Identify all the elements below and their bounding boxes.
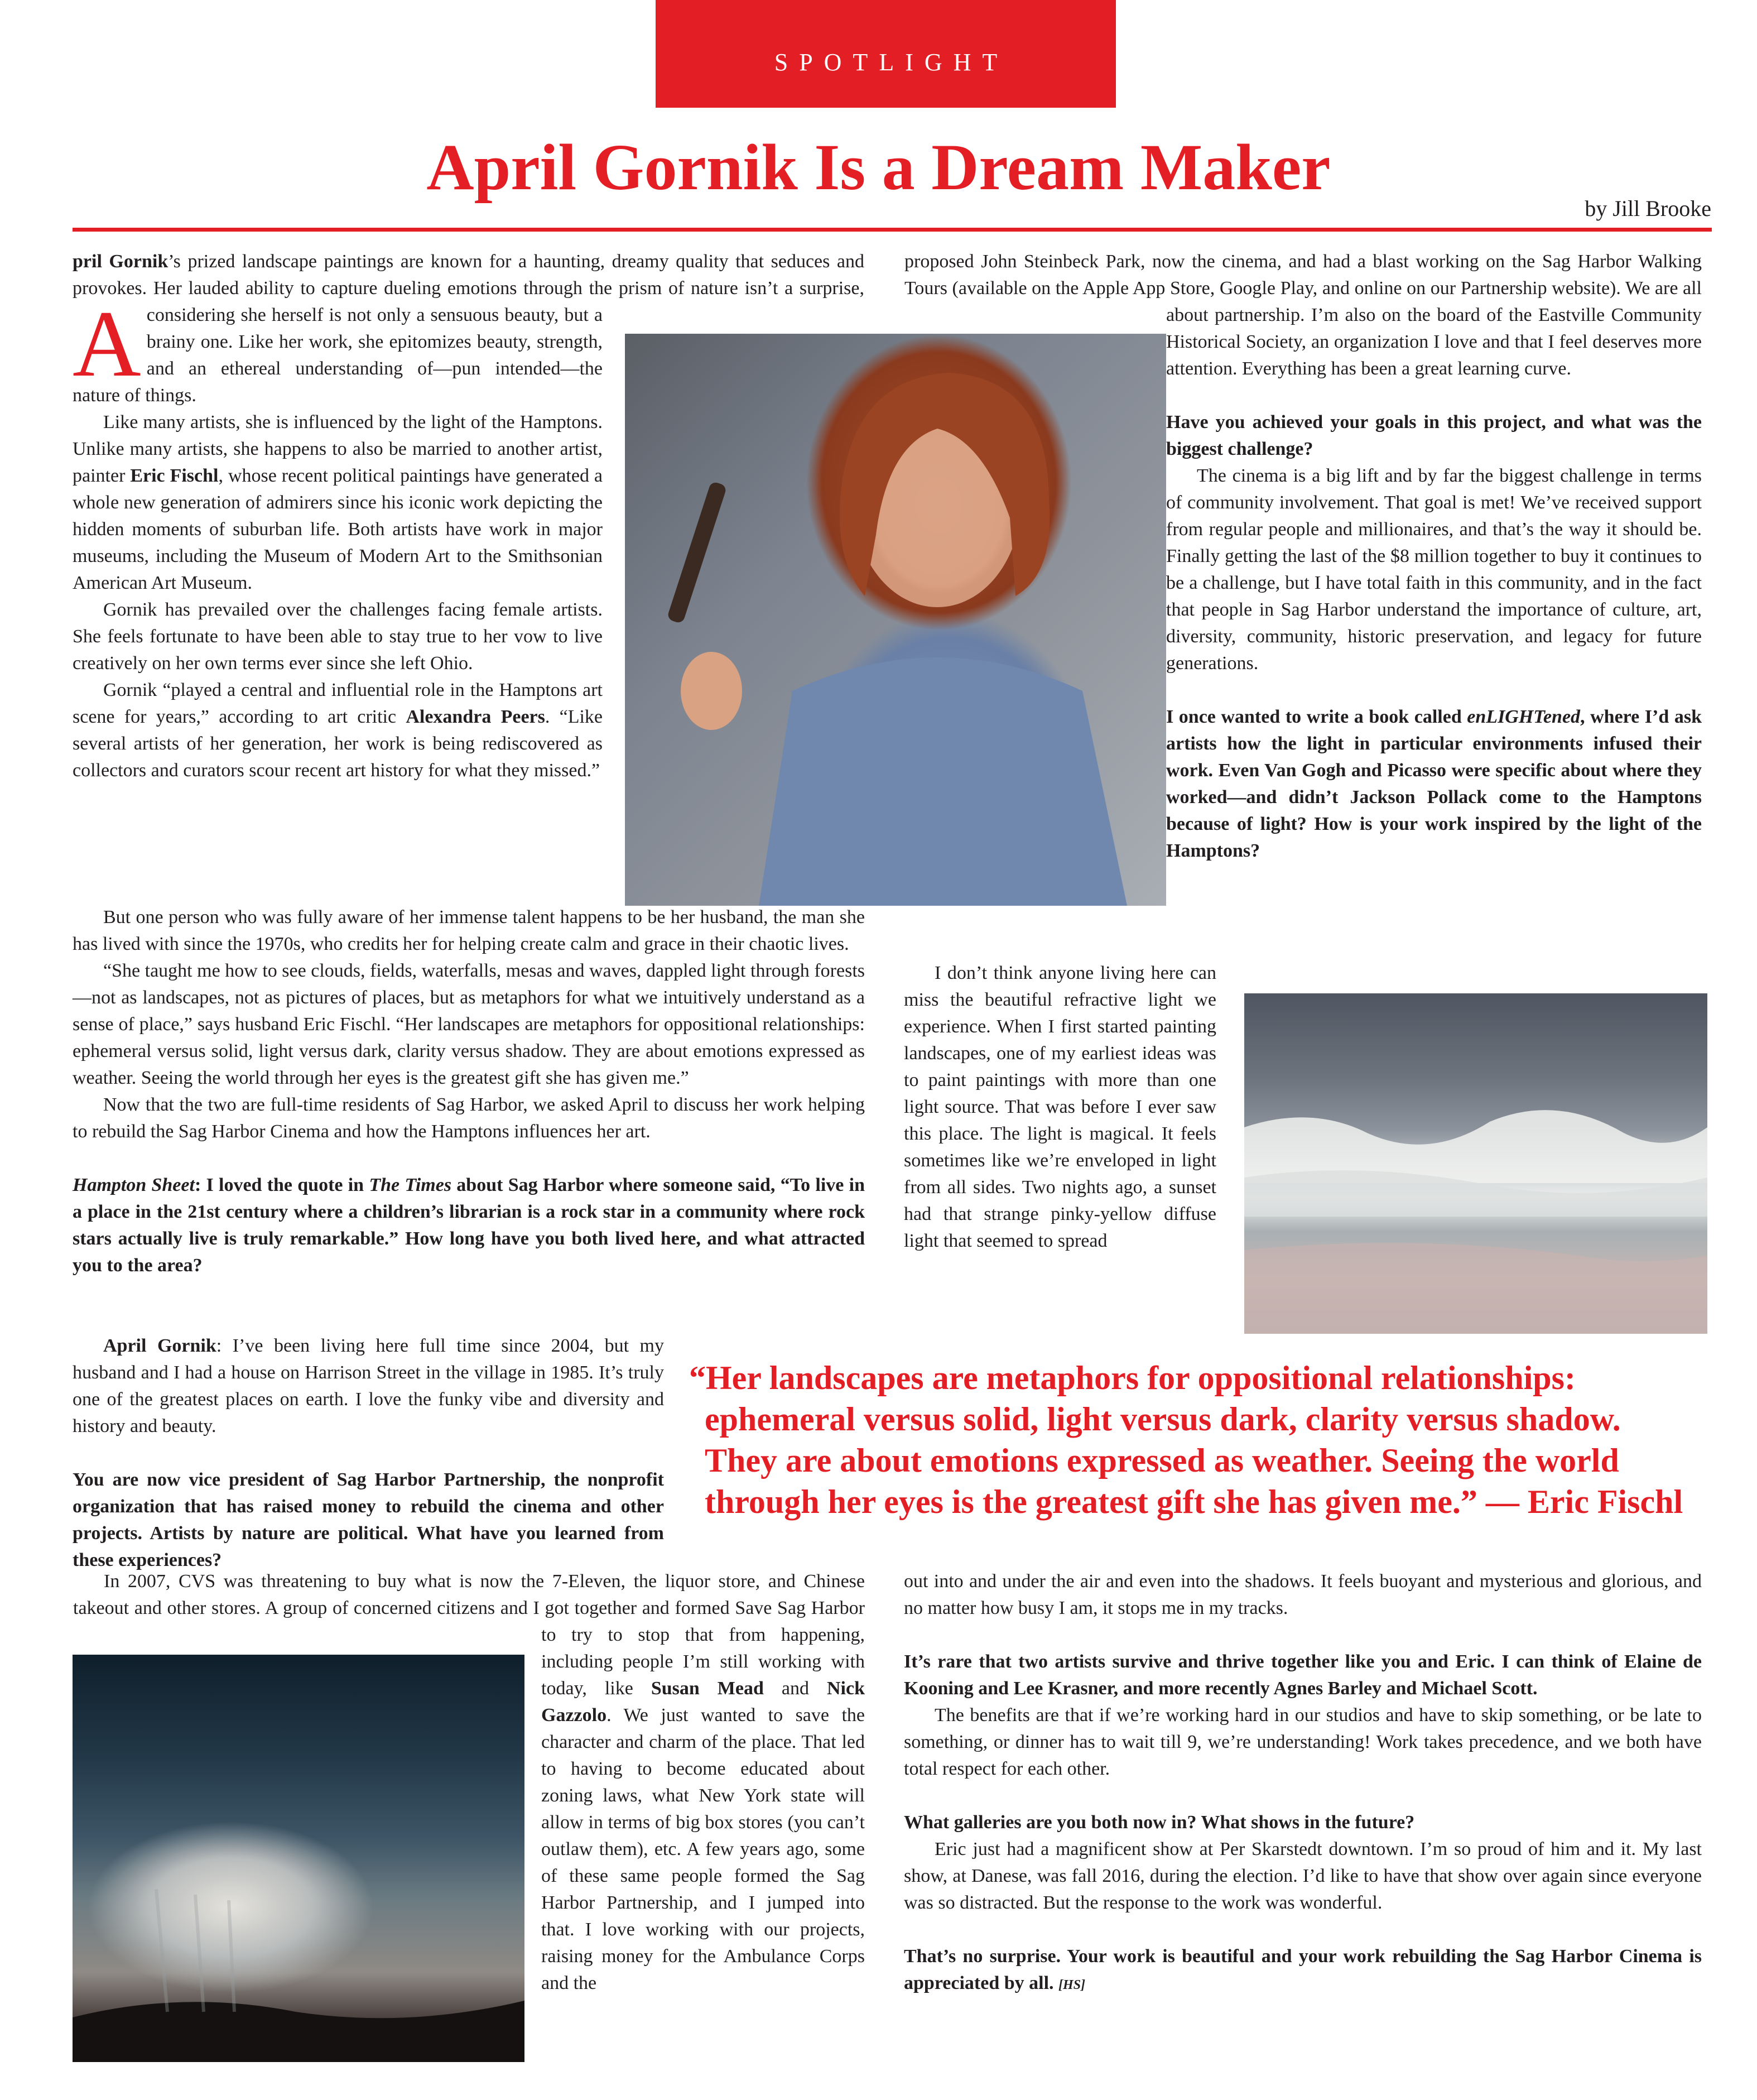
person-name: Eric Fischl [130,465,219,486]
answer: The benefits are that if we’re working hard in our studios and have to skip something, or be late to something, or dinner has to wait till 9, we’re understanding! Work takes precedence, and we both have total respect for each other. [904,1705,1702,1779]
question: Have you achieved your goals in this project, and what was the biggest challenge? [1166,412,1702,459]
waves-icon [1244,993,1707,1334]
paragraph: out into and under the air and even into the shadows. It feels buoyant and mysterious and glorious, and no matter how busy I am, it stops me in my tracks. [904,1571,1702,1618]
answer: The cinema is a big lift and by far the biggest challenge in terms of community involvement. That goal is met! We’ve received support from regular people and millionaires, and that’s the way it should be. Finally getting the last of the $8 million together to buy it continues to be a challenge, but I have total faith in this community, and in the fact that people in Sag Harbor understand the importance of culture, art, diversity, community, historic preservation, and legacy for future generations. [1166,465,1702,674]
answer: I don’t think anyone living here can miss the beautiful refractive light we experience. When I first started painting landscapes, one of my earliest ideas was to paint paintings with more than one light source. That was before I ever saw this place. The light is magical. It feels sometimes like we’re enveloped in light from all sides. Two nights ago, a sunset had that strange pinky-yellow diffuse light that seemed to spread [904,963,1216,1251]
right-column-answer [904,960,1216,1255]
byline: by Jill Brooke [1585,196,1711,221]
subject-name: pril Gornik [73,251,169,272]
wrap-spacer [864,248,865,304]
publication-name: The Times [369,1175,452,1195]
left-column [73,248,865,879]
question-text: That’s no surprise. Your work is beautiful and your work rebuilding the Sag Harbor Cinema is appreciated by all. [904,1946,1702,1993]
paragraph: proposed John Steinbeck Park, now the cinema, and had a blast working on the Sag Harbor Walking Tours (available on the Apple App Store, Google Play, and online on our Partnership website). We are all about partnership. I’m also on the board of the Eastville Community Historical Society, an organization I love and that I feel deserves more attention. Everything has been a great learning curve. [904,251,1702,379]
section-label: SPOTLIGHT [774,49,1009,76]
question: You are now vice president of Sag Harbor Partnership, the nonprofit organization that has raised money to rebuild the cinema and other projects. Artists by nature are political. What have you learned from these experiences? [73,1469,664,1570]
question [904,1943,1702,1998]
person-name: April Gornik [103,1335,216,1356]
paragraph-text: ’s prized landscape paintings are known for a haunting, dreamy quality that seduces and provokes. Her lauded ability to capture dueling emotions through the prism of nature isn’t a surprise, considering she herself is not only a sensuous beauty, but a brainy one. Like her work, she epitomizes beauty, strength, and an ethereal understanding of—pun intended—the nature of things. [73,251,864,406]
left-column-answer [73,1333,664,1574]
answer [73,1333,664,1440]
seascape-painting [1244,993,1707,1334]
question-text: , where I’d ask artists how the light in particular environments infused their work. Even Van Gogh and Picasso were specific about where they worked—and didn’t Jackson Pollack come to the Hamptons because of light? How is your work inspired by the light of the Hamptons? [1166,707,1702,861]
paragraph-text: Like many artists, she is influenced by the light of the Hamptons. Unlike many artists, she happens to also be married to another artist, painter [73,412,603,486]
paragraph: Now that the two are full-time residents of Sag Harbor, we asked April to discuss her work helping to rebuild the Sag Harbor Cinema and how the Hamptons influences her art. [73,1094,865,1142]
pull-quote-line: “Her landscapes are metaphors for oppositional relationships: [689,1359,1576,1396]
wrap-spacer [73,1622,541,2046]
pull-quote-line: ephemeral versus solid, light versus dark, clarity versus shadow. [705,1401,1621,1438]
paragraph: Gornik has prevailed over the challenges facing female artists. She feels fortunate to have been able to stay true to her vow to live creatively on her own terms ever since she left Ohio. [73,599,603,674]
paragraph-text: Gornik “played a central and influential role in the Hamptons art scene for years,” according to art critic [73,680,603,727]
question [73,1172,865,1279]
lower-left-column [73,1568,865,2046]
question: What galleries are you both now in? What shows in the future? [904,1812,1415,1833]
question: It’s rare that two artists survive and thrive together like you and Eric. I can think of Elaine de Kooning and Lee Krasner, and more recently Agnes Barley and Michael Scott. [904,1651,1702,1699]
left-column-middle [73,904,865,1279]
wrap-spacer [904,304,1166,879]
person-name: Nick Gazzolo [541,1678,865,1726]
lower-right-column [904,1568,1702,1998]
paragraph: But one person who was fully aware of her immense talent happens to be her husband, the man she has lived with since the 1970s, who credits her for helping create calm and grace in their chaotic lives. [73,907,865,954]
pull-quote-line: through her eyes is the greatest gift she has given me.” — Eric Fischl [705,1483,1683,1520]
person-name: Alexandra Peers [406,707,545,727]
title-rule [73,228,1712,232]
paragraph-text: . “Like several artists of her generation, her work is being rediscovered as collectors and curators scour recent art history for what they missed.” [73,707,603,781]
answer-text: and [763,1678,827,1699]
paragraph-text: , whose recent political paintings have generated a whole new generation of admirers since his iconic work depicting the hidden moments of suburban life. Both artists have work in major museums, including the Museum of Modern Art to the Smithsonian American Art Museum. [73,465,603,593]
publication-name: Hampton Sheet [73,1175,195,1195]
answer-text: : I’ve been living here full time since 2004, but my husband and I had a house on Harrison Street in the village in 1985. It’s truly one of the greatest places on earth. I love the funky vibe and diversity and history and beauty. [73,1335,664,1436]
person-name: Susan Mead [651,1678,764,1699]
drop-cap: A [73,291,141,396]
pull-quote-line: They are about emotions expressed as weather. Seeing the world [705,1442,1619,1479]
book-title: enLIGHTened [1467,707,1581,727]
article-title: April Gornik Is a Dream Maker [426,131,1331,204]
quote-paragraph: “She taught me how to see clouds, fields, waterfalls, mesas and waves, dappled light through forests—not as landscapes, not as pictures of places, but as metaphors for what we intuitively understand as a sense of place,” says husband Eric Fischl. “Her landscapes are metaphors for oppositional relationships: ephemeral versus solid, light versus dark, clarity versus shadow. They are about emotions expressed as weather. Seeing the world through her eyes is the greatest gift she has given me.” [73,960,865,1088]
end-mark: [HS] [1058,1978,1086,1992]
question-text: : I loved the quote in [194,1175,369,1195]
question-text: I once wanted to write a book called [1166,707,1467,727]
answer: Eric just had a magnificent show at Per Skarstedt downtown. I’m so proud of him and it. My last show, at Danese, was fall 2016, during the election. I’d like to have that show over again since everyone was so distracted. But the response to the work was wonderful. [904,1839,1702,1913]
right-column [904,248,1702,879]
pull-quote [689,1357,1710,1522]
section-banner [656,0,1116,108]
wrap-spacer [603,304,865,879]
question-text: about Sag Harbor where someone said, “To live in a place in the 21st century where a children’s librarian is a rock star in a community where rock stars actually live is truly remarkable.” How long have you both lived here, and what attracted you to the area? [73,1175,865,1276]
answer-text: . We just wanted to save the character and charm of the place. That led to having to become educated about zoning laws, what New York state will allow in terms of big box stores (you can’t outlaw them), etc. A few years ago, some of these same people formed the Sag Harbor Partnership, and I jumped into that. I love working with our projects, raising money for the Ambulance Corps and the [541,1705,865,1993]
answer-text: In 2007, CVS was threatening to buy what is now the 7-Eleven, the liquor store, and Chinese takeout and other stores. A group of concerned citizens and I got together and formed Save Sag Harbor to try to stop that from happening, including people I’m still working with today, like [73,1571,865,1699]
